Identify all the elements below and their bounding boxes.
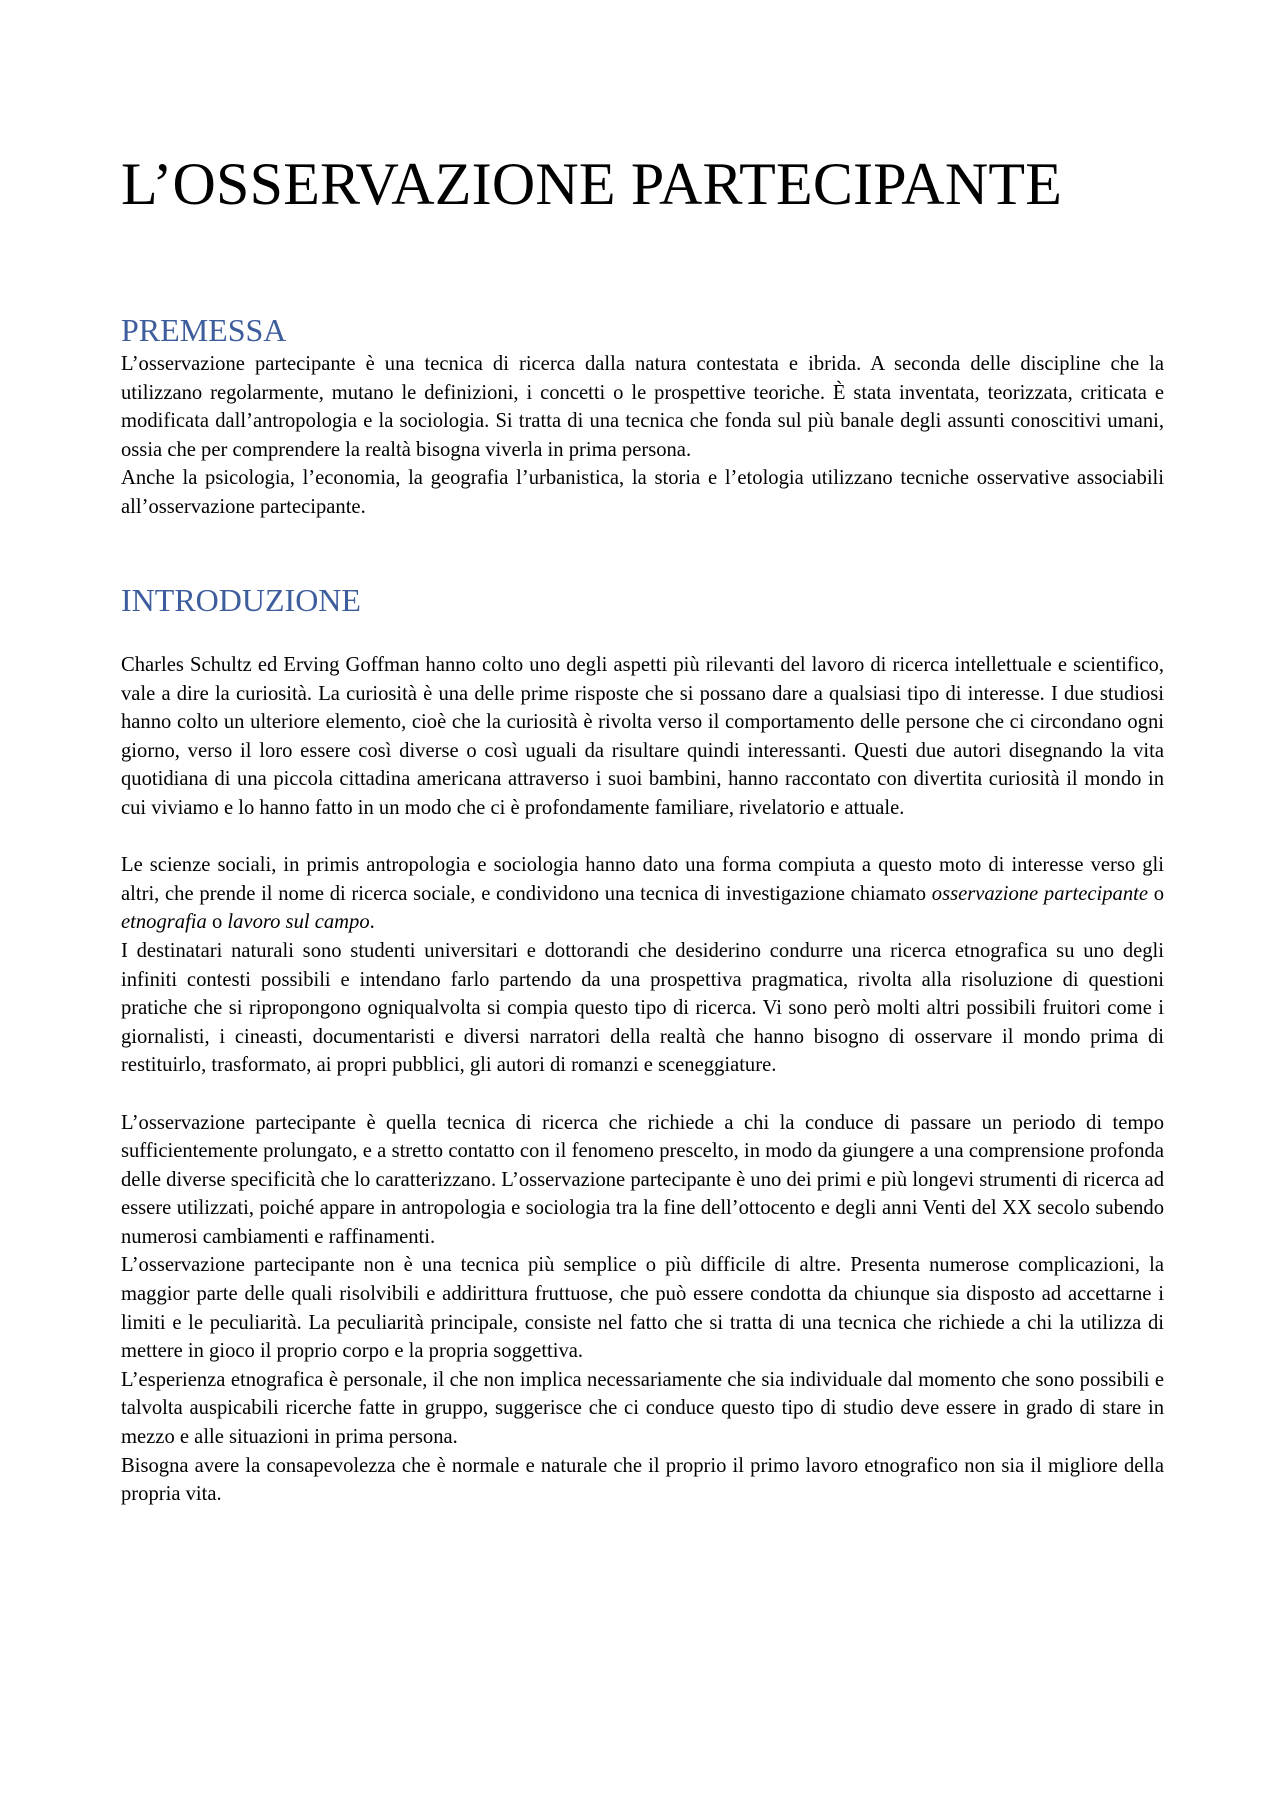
document-title: L’OSSERVAZIONE PARTECIPANTE <box>121 151 1063 217</box>
section-premessa <box>121 310 1164 522</box>
paragraph: L’osservazione partecipante è quella tecnica di ricerca che richiede a chi la conduce di passare un periodo di tempo sufficientemente prolungato, e a stretto contatto con il fenomeno prescelto, in modo da giungere a una comprensione profonda delle diverse specificità che lo caratterizzano. L’osservazione partecipante è uno dei primi e più longevi strumenti di ricerca ad essere utilizzati, poiché appare in antropologia e sociologia tra la fine dell’ottocento e degli anni Venti del XX secolo subendo numerosi cambiamenti e raffinamenti. <box>121 1111 1164 1248</box>
paragraph: L’esperienza etnografica è personale, il che non implica necessariamente che sia individuale dal momento che sono possibili e talvolta auspicabili ricerche fatte in gruppo, suggerisce che ci conduce questo tipo di studio deve essere in grado di stare in mezzo e alle situazioni in prima persona. <box>121 1368 1164 1449</box>
section-introduzione <box>121 580 1164 1509</box>
paragraph: Charles Schultz ed Erving Goffman hanno colto uno degli aspetti più rilevanti del lavoro di ricerca intellettuale e scientifico, vale a dire la curiosità. La curiosità è una delle prime risposte che si possano dare a qualsiasi tipo di interesse. I due studiosi hanno colto un ulteriore elemento, cioè che la curiosità è rivolta verso il comportamento delle persone che ci circondano ogni giorno, verso il loro essere così diverse o così uguali da risultare quindi interessanti. Questi due autori disegnando la vita quotidiana di una piccola cittadina americana attraverso i suoi bambini, hanno raccontato con divertita curiosità il mondo in cui viviamo e lo hanno fatto in un modo che ci è profondamente familiare, rivelatorio e attuale. <box>121 654 1164 819</box>
paragraph-spacer <box>121 1080 1164 1109</box>
paragraph: Bisogna avere la consapevolezza che è normale e naturale che il proprio il primo lavoro etnografico non sia il migliore della propria vita. <box>121 1454 1164 1506</box>
section-heading-premessa: PREMESSA <box>121 312 287 348</box>
italic-term: etnografia <box>121 911 207 934</box>
paragraph-text: o <box>1148 882 1165 905</box>
italic-term: lavoro sul campo <box>227 911 370 934</box>
paragraph-spacer <box>121 823 1164 852</box>
italic-term: osservazione partecipante <box>931 882 1148 905</box>
paragraph: I destinatari naturali sono studenti universitari e dottorandi che desiderino condurre una ricerca etnografica su uno degli infiniti contesti possibili e intendano farlo partendo da una prospettiva pragmatica, rivolta alla risoluzione di questioni pratiche che si ripropongono ogniqualvolta si compia questo tipo di ricerca. Vi sono però molti altri possibili fruitori come i giornalisti, i cineasti, documentaristi e diversi narratori della realtà che hanno bisogno di osservare il mondo prima di restituirlo, trasformato, ai propri pubblici, gli autori di romanzi e sceneggiature. <box>121 939 1164 1077</box>
paragraph-text: Le scienze sociali, in primis antropologia e sociologia hanno dato una forma compiuta a questo moto di interesse verso gli altri, che prende il nome di ricerca sociale, e condividono una tecnica di investigazione chiamato <box>121 854 1164 905</box>
paragraph: Anche la psicologia, l’economia, la geografia l’urbanistica, la storia e l’etologia utilizzano tecniche osservative associabili all’osservazione partecipante. <box>121 467 1164 518</box>
section-heading-introduzione: INTRODUZIONE <box>121 582 361 618</box>
paragraph: L’osservazione partecipante non è una tecnica più semplice o più difficile di altre. Presenta numerose complicazioni, la maggior parte delle quali risolvibili e addirittura fruttuose, che può essere condotta da chiunque sia disposto ad accettarne i limiti e le peculiarità. La peculiarità principale, consiste nel fatto che si tratta di una tecnica che richiede a chi la utilizza di mettere in gioco il proprio corpo e la propria soggettiva. <box>121 1254 1164 1363</box>
paragraph: L’osservazione partecipante è una tecnica di ricerca dalla natura contestata e ibrida. A seconda delle discipline che la utilizzano regolarmente, mutano le definizioni, i concetti o le prospettive teoriche. È stata inventata, teorizzata, criticata e modificata dall’antropologia e la sociologia. Si tratta di una tecnica che fonda sul più banale degli assunti conoscitivi umani, ossia che per comprendere la realtà bisogna viverla in prima persona. <box>121 353 1164 461</box>
paragraph-text: . <box>369 911 375 934</box>
paragraph-text: o <box>206 911 228 934</box>
paragraph <box>121 851 1164 937</box>
